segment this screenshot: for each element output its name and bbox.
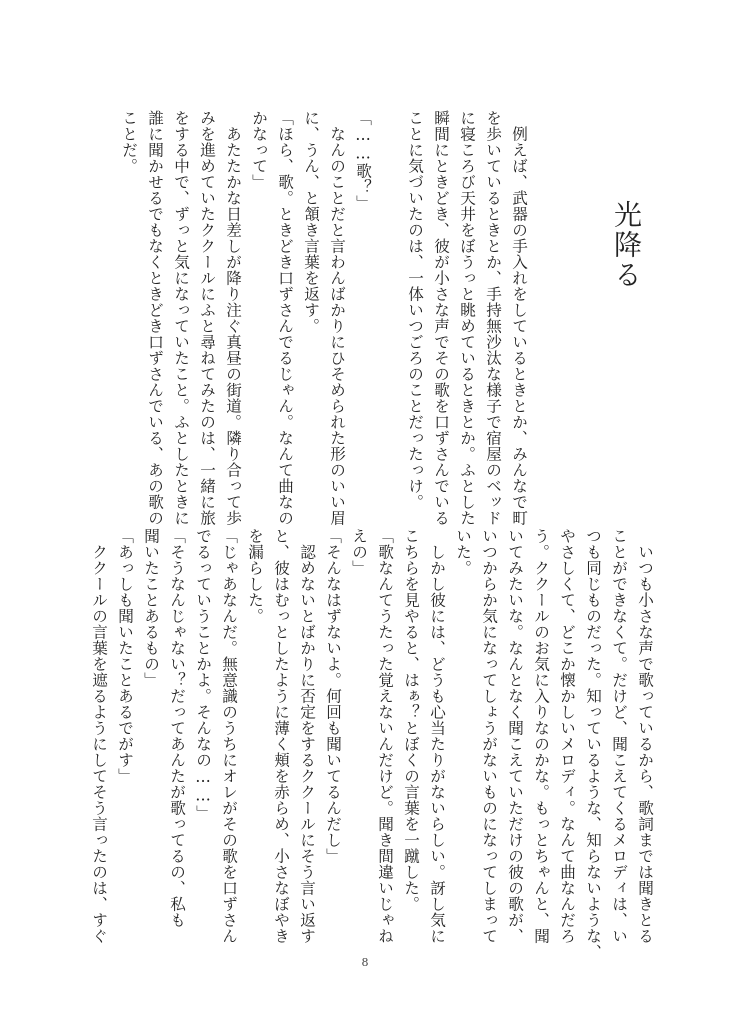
text-column: かなって」 [250,110,268,190]
text-column: 例えば、武器の手入れをしているときとか、みんなで町 [510,110,528,526]
text-column: いつからか気になってしょうがないものになってしまって [480,528,498,944]
text-column: に寝ころび天井をぼうっと眺めているときとか。ふとした [458,110,476,526]
text-column: いた。 [454,528,472,576]
text-column: でるっていうことかよ。そんなの……」 [194,528,212,821]
text-column: いてみたいな。なんとなく聞こえていただけの彼の歌が、 [506,528,524,944]
text-column: ことだ。 [120,110,138,174]
text-column: ククールの言葉を遮るようにしてそう言ったのは、すぐ [90,528,108,944]
text-column: 「じゃあなんだ。無意識のうちにオレがその歌を口ずさん [220,528,238,944]
text-column: 「……歌？」 [354,110,372,211]
text-column: を歩いているときとか、手持無沙汰な様子で宿屋のベッド [484,110,502,526]
text-column: みを進めていたククールにふと尋ねてみたのは、一緒に旅 [198,110,216,526]
text-column: なんのことだと言わんばかりにひそめられた形のいい眉 [328,110,346,526]
page-number: 8 [361,956,369,969]
text-column: ことができなくて。だけど、聞こえてくるメロディは、い [610,528,628,944]
bottom-tier-text [86,528,658,960]
chapter-title: 光降る [610,200,643,290]
text-column: 認めないとばかりに否定をするククールにそう言い返す [298,528,316,944]
text-column: 「そんなはずないよ。何回も聞いてるんだし」 [324,528,342,864]
text-column: を漏らした。 [246,528,264,624]
text-column: う。ククールのお気に入りなのかな。もっとちゃんと、聞 [532,528,550,944]
text-column: 瞬間にときどき、彼が小さな声でその歌を口ずさんでいる [432,110,450,526]
text-column: あたたかな日差しが降り注ぐ真昼の街道。隣り合って歩 [224,110,242,526]
text-column: と、彼はむっとしたように薄く頬を赤らめ、小さなぼやき [272,528,290,944]
text-column: いつも小さな声で歌っているから、歌詞までは聞きとる [636,528,654,944]
text-column: 「歌なんてうたった覚えないんだけど。聞き間違いじゃね [376,528,394,944]
blank-column [376,110,402,500]
text-column: 誰に聞かせるでもなくときどき口ずさんでいる、あの歌の [146,110,164,526]
text-column: 「あっしも聞いたことあるでがす」 [116,528,134,784]
text-column: えの」 [350,528,368,576]
text-column: に、うん、と頷き言葉を返す。 [302,110,320,334]
text-column: 「ほら、歌。ときどき口ずさんでるじゃん。なんて曲なの [276,110,294,526]
text-column: 聞いたことあるもの」 [142,528,160,688]
text-column: つも同じものだった。知っているような、知らないような、 [584,528,602,960]
text-column: 「そうなんじゃない？だってあんたが歌ってるの、私も [168,528,186,928]
text-column: こちらを見やると、はぁ？とぼくの言葉を一蹴した。 [402,528,420,912]
text-column: しかし彼には、どうも心当たりがないらしい。訝し気に [428,528,446,944]
text-column: をする中で、ずっと気になっていたこと。ふとしたときに [172,110,190,526]
top-tier-text [116,110,532,526]
text-column: ことに気づいたのは、一体いつごろのことだったっけ。 [406,110,424,510]
text-column: やさしくて、どこか懐かしいメロディ。なんて曲なんだろ [558,528,576,944]
